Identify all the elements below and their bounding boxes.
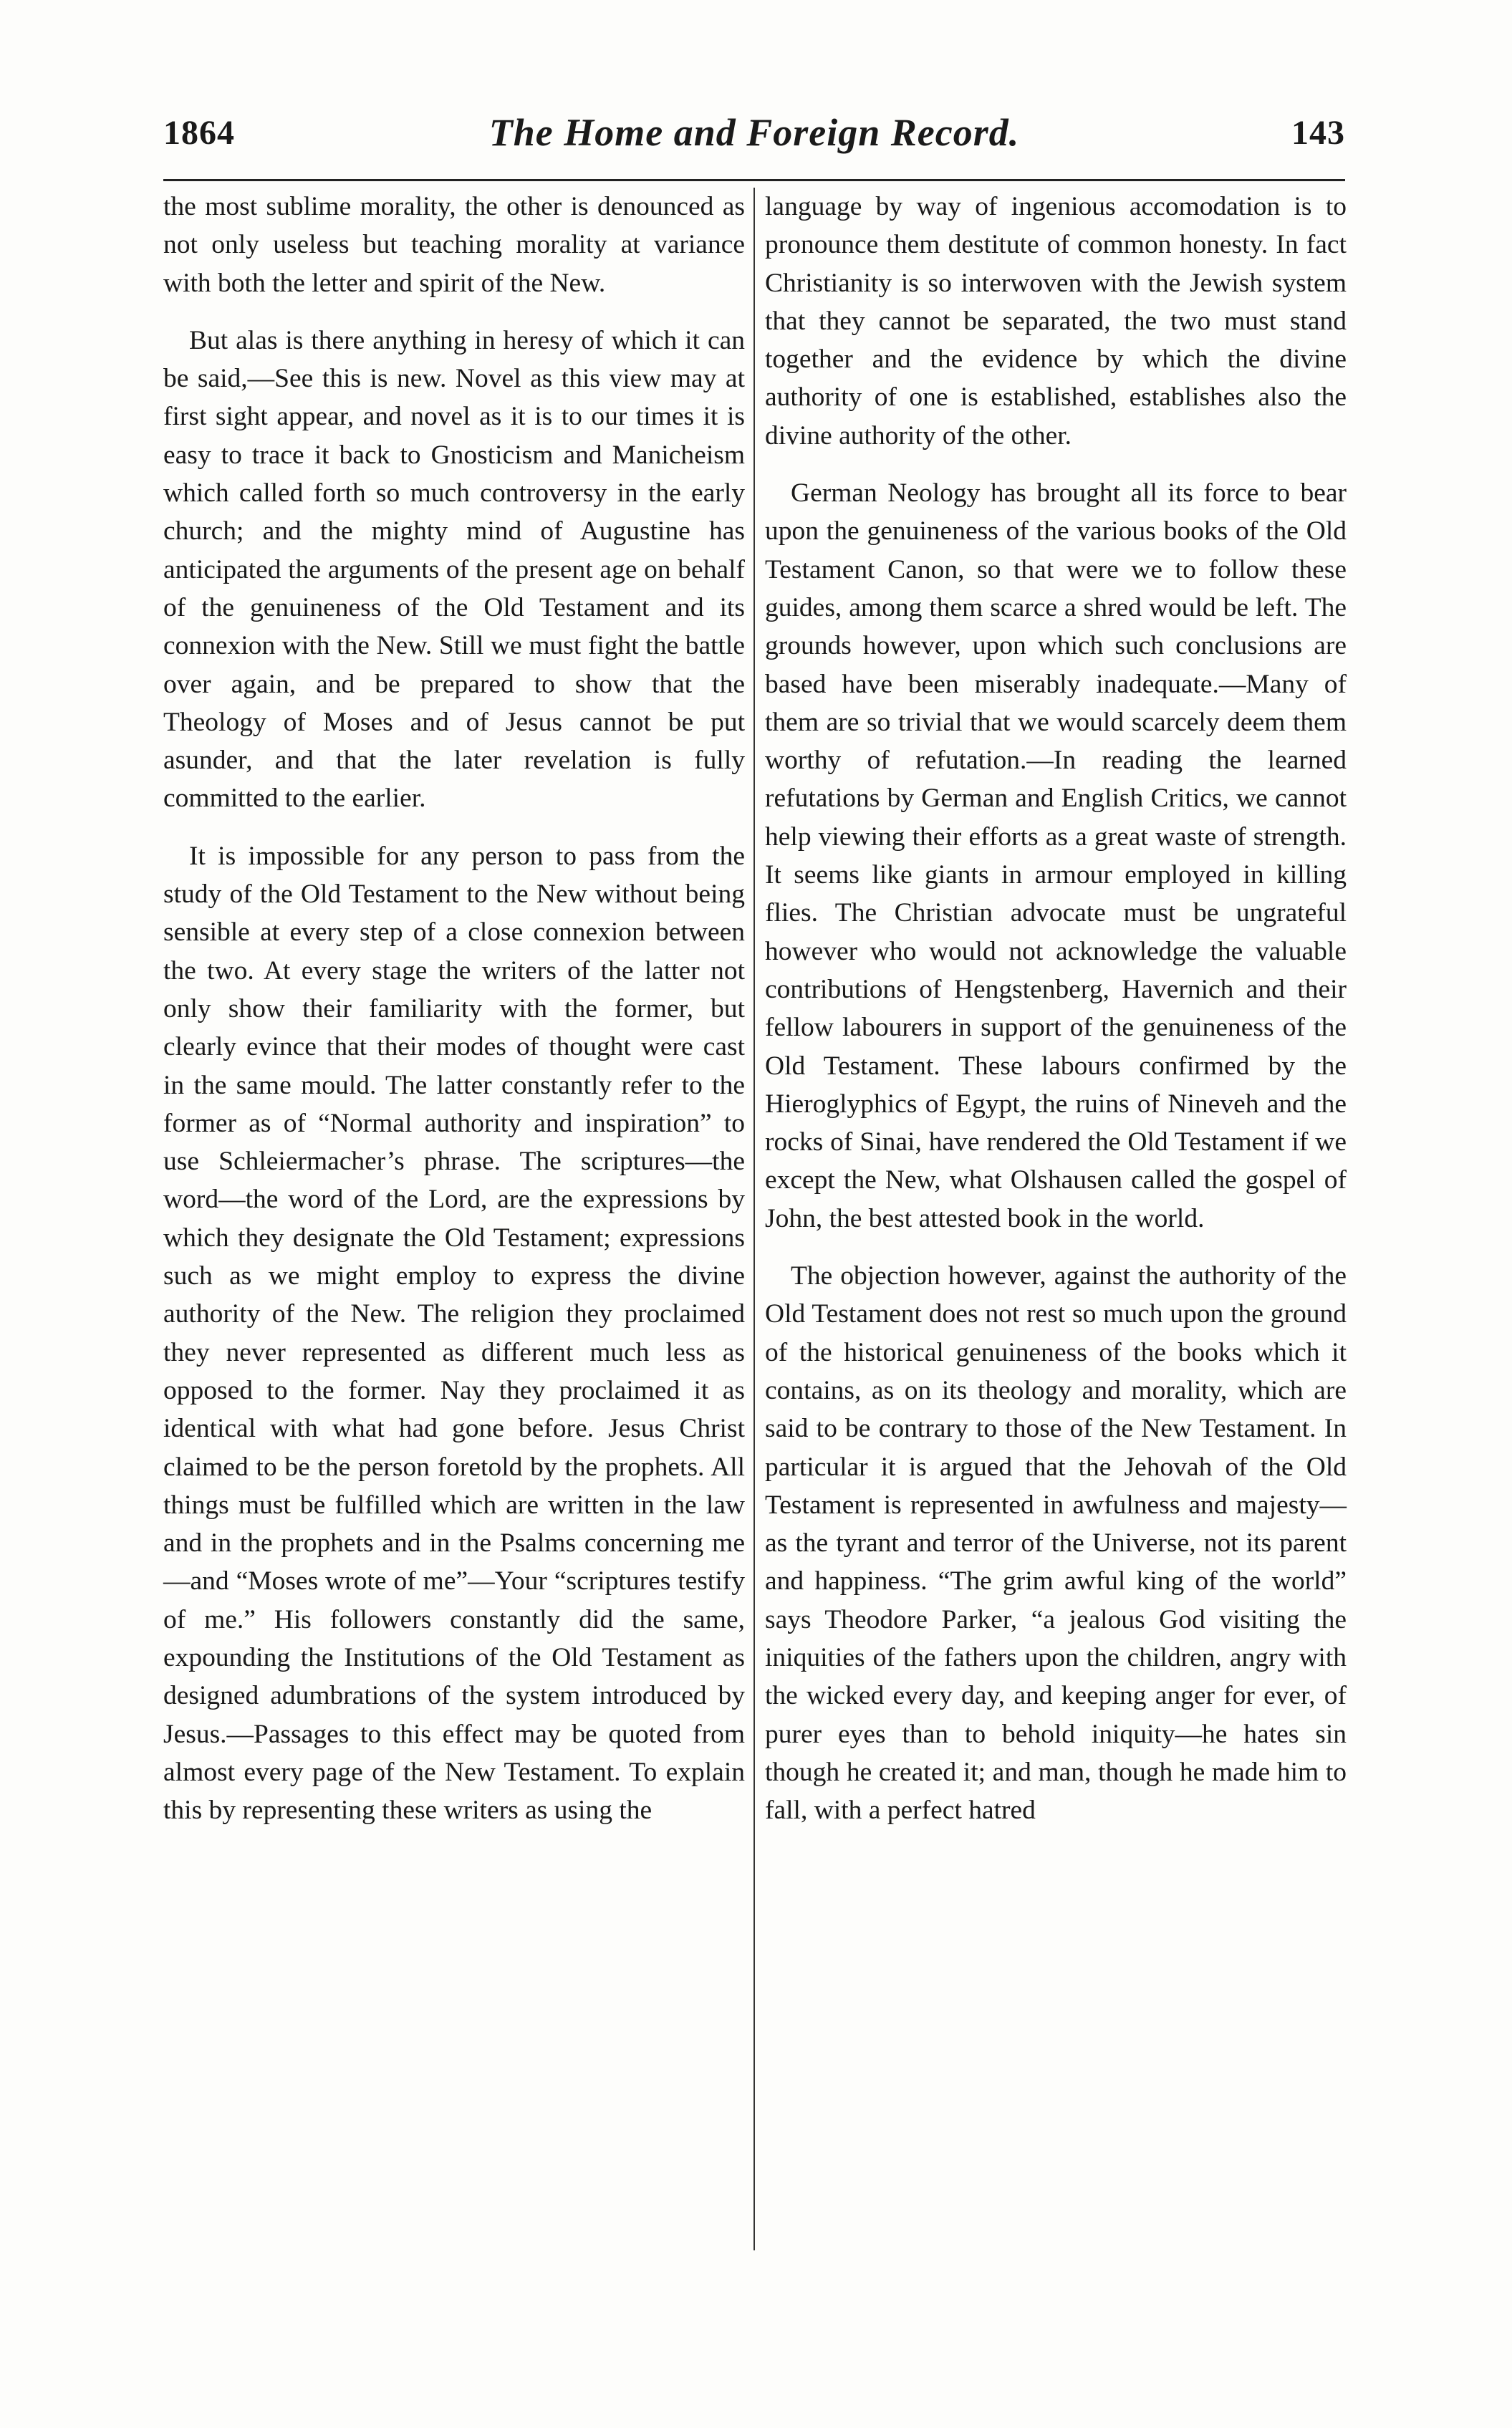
right-paragraph-1: language by way of ingenious accomodation is to pronounce them destitute of common honesty. In fact Christianity is so interwoven with the Jewish system that they cannot be separated, the two must stand together and the evidence by which the divine authority of one is established, establishes also the divine authority of the other. [765,192,1347,451]
right-column [765,188,1347,1829]
left-column [163,188,745,1829]
right-paragraph-3: The objection however, against the authority of the Old Testament does not rest so much upon the ground of the historical genuineness of the books which it contains, as on its theology and morality, which are said to be contrary to those of the New Testament. In particular it is argued that the Jehovah of the Old Testament is represented in awfulness and majesty—as the tyrant and terror of the Universe, not its parent and happiness. “The grim awful king of the world” says Theodore Parker, “a jealous God visiting the iniquities of the fathers upon the children, angry with the wicked every day, and keeping anger for ever, of purer eyes than to behold iniquity—he hates sin though he created it; and man, though he made him to fall, with a perfect hatred [765,1261,1347,1826]
journal-title: The Home and Foreign Record. [488,111,1020,154]
page-number: 143 [1291,114,1345,152]
left-paragraph-2: But alas is there anything in heresy of which it can be said,—See this is new. Novel as this view may at first sight appear, and novel as it is to our times it is easy to trace it back to Gnosticism and Manicheism which called forth so much controversy in the early church; and the mighty mind of Augustine has anticipated the arguments of the present age on behalf of the genuineness of the Old Testament and its connexion with the New. Still we must fight the battle over again, and be prepared to show that the Theology of Moses and of Jesus cannot be put asunder, and that the later revelation is fully committed to the earlier. [163,325,745,814]
column-divider [753,188,755,2250]
running-head [163,113,1345,170]
left-paragraph-1: the most sublime morality, the other is denounced as not only useless but teaching morality at variance with both the letter and spirit of the New. [163,192,745,298]
right-paragraph-2: German Neology has brought all its force to bear upon the genuineness of the various books of the Old Testament Canon, so that were we to follow these guides, among them scarce a shred would be left. The grounds however, upon which such conclusions are based have been miserably inadequate.—Many of them are so trivial that we would scarcely deem them worthy of refutation.—In reading the learned refutations by German and English Critics, we cannot help viewing their efforts as a great waste of strength. It seems like giants in armour employed in killing flies. The Christian advocate must be ungrateful however who would not acknowledge the valuable contributions of Hengstenberg, Havernich and their fellow labourers in support of the genuineness of the Old Testament. These labours confirmed by the Hieroglyphics of Egypt, the ruins of Nineveh and the rocks of Sinai, have rendered the Old Testament if we except the New, what Olshausen called the gospel of John, the best attested book in the world. [765,478,1347,1233]
header-rule [163,179,1345,181]
header-year: 1864 [163,114,235,152]
left-paragraph-3: It is impossible for any person to pass from the study of the Old Testament to the New without being sensible at every step of a close connexion between the two. At every stage the writers of the latter not only show their familiarity with the former, but clearly evince that their modes of thought were cast in the same mould. The latter constantly refer to the former as of “Normal authority and inspiration” to use Schleiermacher’s phrase. The scriptures—the word—the word of the Lord, are the expressions by which they designate the Old Testament; expressions such as we might employ to express the divine authority of the New. The religion they proclaimed they never represented as different much less as opposed to the former. Nay they proclaimed it as identical with what had gone before. Jesus Christ claimed to be the person foretold by the prophets. All things must be fulfilled which are written in the law and in the prophets and in the Psalms concerning me—and “Moses wrote of me”—Your “scriptures testify of me.” His followers constantly did the same, expounding the Institutions of the Old Testament as designed adumbrations of the system introduced by Jesus.—Passages to this effect may be quoted from almost every page of the New Testament. To explain this by representing these writers as using the [163,841,745,1826]
